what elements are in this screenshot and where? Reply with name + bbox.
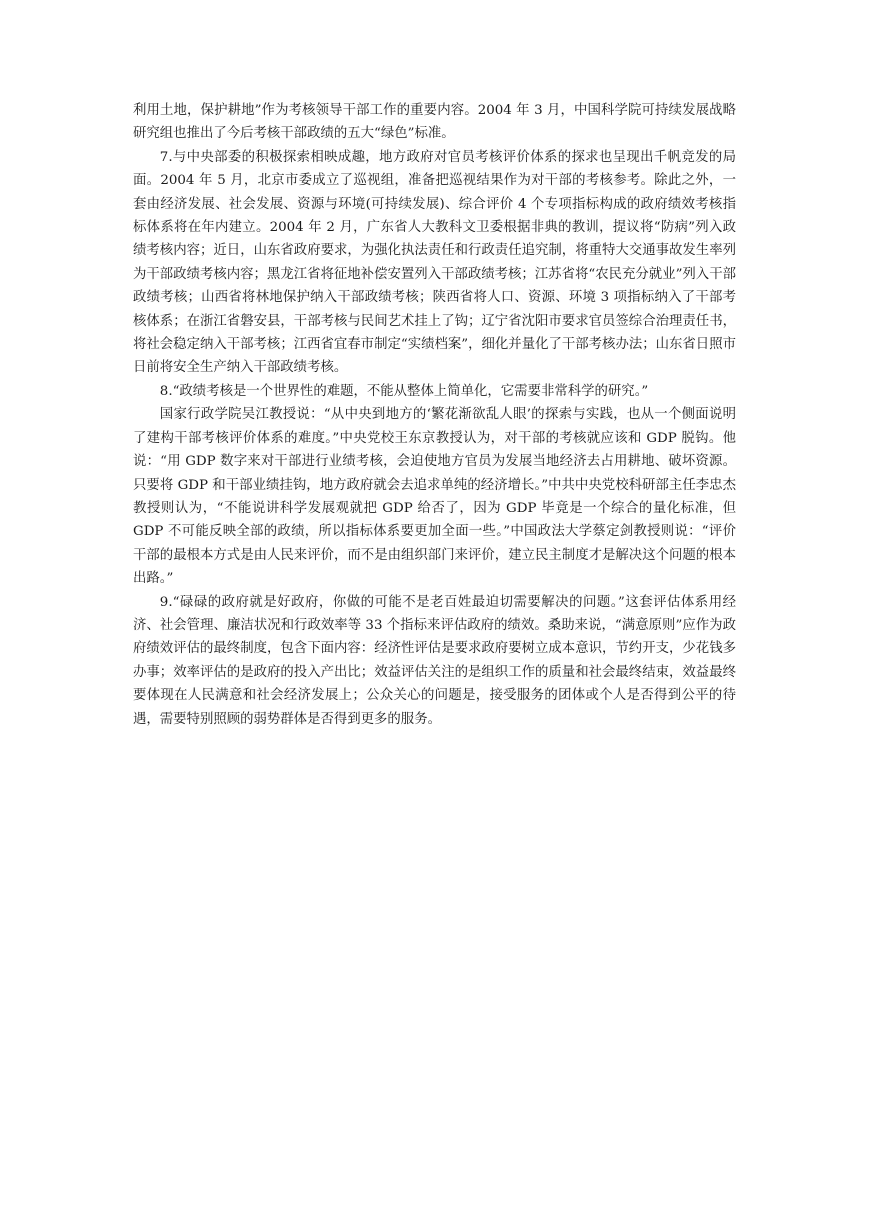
- document-page: [133, 99, 736, 731]
- paragraph-item-7: 7.与中央部委的积极探索相映成趣，地方政府对官员考核评价体系的探求也呈现出千帆竞发的局面。2004 年 5 月，北京市委成立了巡视组，准备把巡视结果作为对干部的考核参考。除此之外，一套由经济发展、社会发展、资源与环境(可持续发展)、综合评价 4 个专项指标构成的政府绩效考核指标体系将在年内建立。2004 年 2 月，广东省人大教科文卫委根据非典的教训，提议将“防病”列入政绩考核内容；近日，山东省政府要求，为强化执法责任和行政责任追究制，将重特大交通事故发生率列为干部政绩考核内容；黑龙江省将征地补偿安置列入干部政绩考核；江苏省将“农民充分就业”列入干部政绩考核；山西省将林地保护纳入干部政绩考核；陕西省将人口、资源、环境 3 项指标纳入了干部考核体系；在浙江省磐安县，干部考核与民间艺术挂上了钩；辽宁省沈阳市要求官员签综合治理责任书，将社会稳定纳入干部考核；江西省宜春市制定“实绩档案”，细化并量化了干部考核办法；山东省日照市日前将安全生产纳入干部政绩考核。: [133, 149, 736, 376]
- paragraph-item-9: 9.“碌碌的政府就是好政府，你做的可能不是老百姓最迫切需要解决的问题。”这套评估体系用经济、社会管理、廉洁状况和行政效率等 33 个指标来评估政府的绩效。桑助来说，“满意原则”应作为政府绩效评估的最终制度，包含下面内容：经济性评估是要求政府要树立成本意识，节约开支，少花钱多办事；效率评估的是政府的投入产出比；效益评估关注的是组织工作的质量和社会最终结束，效益最终要体现在人民满意和社会经济发展上；公众关心的问题是，接受服务的团体或个人是否得到公平的待遇，需要特别照顾的弱势群体是否得到更多的服务。: [133, 594, 736, 727]
- paragraph-expert-opinions: 国家行政学院吴江教授说：“从中央到地方的‘繁花渐欲乱人眼’的探索与实践，也从一个侧面说明了建构干部考核评价体系的难度。”中央党校王东京教授认为，对干部的考核就应该和 GDP 脱钩。他说：“用 GDP 数字来对干部进行业绩考核，会迫使地方官员为发展当地经济去占用耕地、破坏资源。只要将 GDP 和干部业绩挂钩，地方政府就会去追求单纯的经济增长。”中共中央党校科研部主任李忠杰教授则认为，“不能说讲科学发展观就把 GDP 给否了，因为 GDP 毕竟是一个综合的量化标准，但 GDP 不可能反映全部的政绩，所以指标体系要更加全面一些。”中国政法大学蔡定剑教授则说：“评价干部的最根本方式是由人民来评价，而不是由组织部门来评价，建立民主制度才是解决这个问题的根本出路。”: [133, 407, 736, 587]
- paragraph-continuation: 利用土地，保护耕地”作为考核领导干部工作的重要内容。2004 年 3 月，中国科学院可持续发展战略研究组也推出了今后考核干部政绩的五大“绿色”标准。: [133, 103, 736, 142]
- paragraph-item-8: 8.“政绩考核是一个世界性的难题，不能从整体上简单化，它需要非常科学的研究。”: [159, 383, 649, 399]
